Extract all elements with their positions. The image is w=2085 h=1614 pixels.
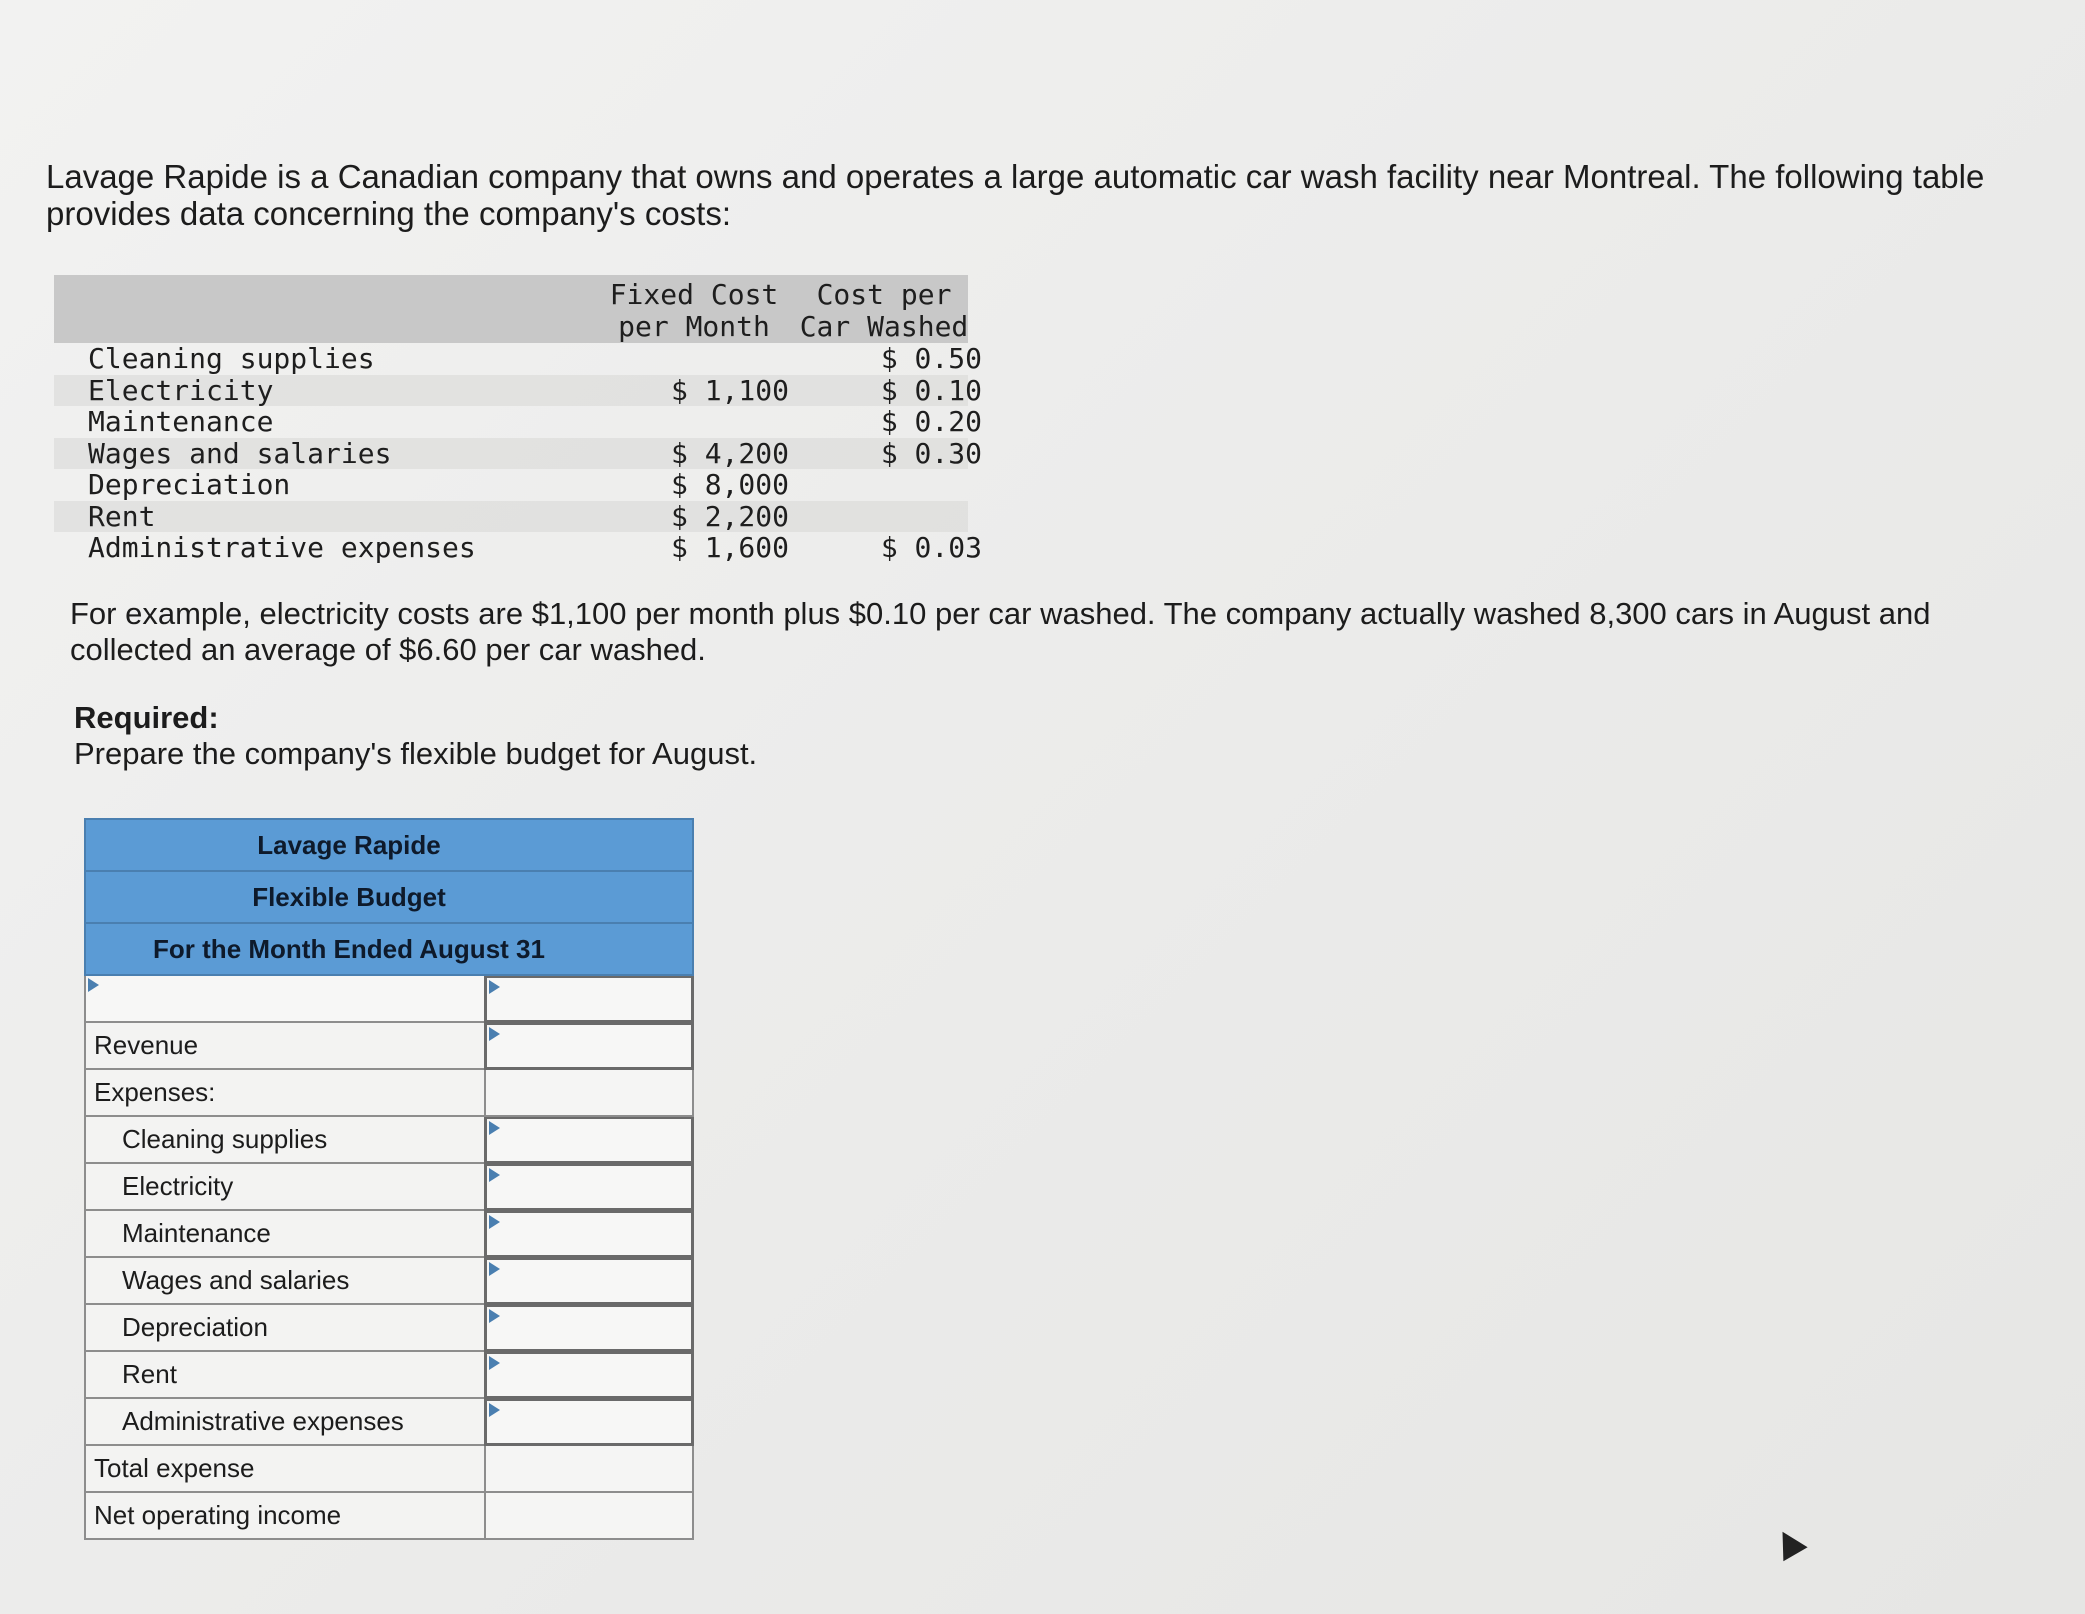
expense-label: Depreciation [84,1305,484,1352]
example-text: For example, electricity costs are $1,100 per month plus $0.10 per car washed. The company actually washed 8,300 cars in August and collected an average of $6.60 per car washed. [70,596,1931,667]
cost-row-label: Electricity [88,373,274,407]
cost-row [54,342,982,375]
required-section [74,700,757,772]
net-income-value[interactable] [484,1493,694,1540]
budget-row-expense [84,1117,694,1164]
budget-row-expense [84,1211,694,1258]
budget-period: For the Month Ended August 31 [153,934,545,964]
expense-label: Rent [84,1352,484,1399]
cost-row-fixed: $ 4,200 [670,436,789,470]
total-expense-value[interactable] [484,1446,694,1493]
mouse-pointer-icon [1770,1525,1807,1562]
expense-label: Administrative expenses [84,1399,484,1446]
cost-row-fixed: $ 2,200 [670,499,789,533]
header-cost-per-car: Cost per Car Washed [799,278,969,343]
cost-row-label: Administrative expenses [88,531,476,564]
cost-row [54,436,982,470]
flexible-budget-form [84,818,694,1540]
cost-row-label: Cleaning supplies [88,342,375,375]
cost-row-label: Depreciation [88,468,291,501]
cost-table-header [54,275,968,343]
cost-row-label: Wages and salaries [88,436,392,470]
blank-label-input[interactable] [84,976,484,1023]
dropdown-marker-icon [489,1168,500,1182]
cost-row-label: Rent [88,499,156,533]
cost-row [54,531,982,564]
budget-header [84,818,694,976]
budget-row-total-expense [84,1446,694,1493]
budget-row-expense [84,1352,694,1399]
administrative-input[interactable] [484,1399,694,1446]
required-text: Prepare the company's flexible budget for August. [74,736,758,771]
problem-intro: Lavage Rapide is a Canadian company that owns and operates a large automatic car wash facility near Montreal. The following table provides data concerning the company's costs: [46,158,1985,232]
dropdown-marker-icon [489,1215,500,1229]
dropdown-marker-icon [489,980,500,994]
cost-row [54,501,968,533]
rent-input[interactable] [484,1352,694,1399]
dropdown-marker-icon [489,1356,500,1370]
dropdown-marker-icon [489,1262,500,1276]
total-expense-label: Total expense [84,1446,484,1493]
budget-row-expense [84,1258,694,1305]
expenses-value-cell [484,1070,694,1117]
cost-row-fixed: $ 1,100 [670,373,789,407]
budget-row-blank [84,976,694,1023]
revenue-label: Revenue [84,1023,484,1070]
expenses-label: Expenses: [84,1070,484,1117]
dropdown-marker-icon [489,1309,500,1323]
blank-value-input[interactable] [484,976,694,1023]
electricity-input[interactable] [484,1164,694,1211]
net-income-label: Net operating income [84,1493,484,1540]
cost-row-variable: $ 0.03 [880,531,982,564]
cost-row-variable: $ 0.50 [880,342,982,375]
budget-row-expenses-header [84,1070,694,1117]
dropdown-marker-icon [489,1403,500,1417]
cleaning-supplies-input[interactable] [484,1117,694,1164]
dropdown-marker-icon [88,978,99,992]
cost-row-fixed: $ 8,000 [670,468,789,501]
cost-row [54,373,982,407]
budget-title: Flexible Budget [86,872,692,924]
cost-row-variable: $ 0.20 [880,405,982,438]
depreciation-input[interactable] [484,1305,694,1352]
budget-row-expense [84,1164,694,1211]
cost-row-fixed: $ 1,600 [670,531,789,564]
dropdown-marker-icon [489,1121,500,1135]
budget-row-expense [84,1399,694,1446]
cost-row [54,405,982,438]
cost-data-table [54,275,982,564]
wages-input[interactable] [484,1258,694,1305]
cost-row-variable: $ 0.10 [880,373,982,407]
dropdown-marker-icon [489,1027,500,1041]
expense-label: Cleaning supplies [84,1117,484,1164]
cost-row-label: Maintenance [88,405,274,438]
expense-label: Wages and salaries [84,1258,484,1305]
revenue-input[interactable] [484,1023,694,1070]
expense-label: Maintenance [84,1211,484,1258]
maintenance-input[interactable] [484,1211,694,1258]
required-title: Required: [74,700,219,735]
budget-row-revenue [84,1023,694,1070]
budget-company-name: Lavage Rapide [86,820,692,872]
cost-row [54,469,968,501]
expense-label: Electricity [84,1164,484,1211]
budget-row-net-income [84,1493,694,1540]
cost-row-variable: $ 0.30 [880,436,982,470]
budget-row-expense [84,1305,694,1352]
header-fixed-cost: Fixed Cost per Month [609,278,779,343]
